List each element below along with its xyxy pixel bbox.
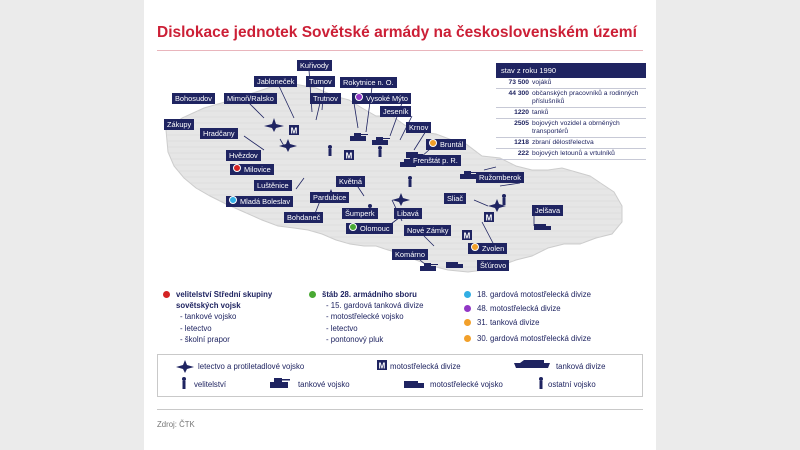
city-label: Jeseník — [380, 106, 411, 117]
city-label: Kuřivody — [297, 60, 332, 71]
statistics-row: 2505 bojových vozidel a obrněných transportérů — [496, 119, 646, 138]
statistics-row: 44 300 občanských pracovníků a rodinných příslušníků — [496, 89, 646, 108]
red-dot-marker — [163, 291, 170, 298]
city-label: Jablonec̆ek — [254, 76, 297, 87]
red-dot-marker — [233, 164, 241, 172]
symbol-other-label: ostatní vojsko — [548, 380, 596, 389]
svg-text:M: M — [463, 231, 471, 241]
city-label: Nové Zámky — [404, 225, 451, 236]
city-label: Rokytnice n. O. — [340, 77, 397, 88]
svg-text:M: M — [378, 361, 386, 371]
symbol-legend — [157, 354, 643, 397]
city-label: Květná — [336, 176, 365, 187]
soldier-icon — [539, 377, 543, 389]
tank-division-icon — [514, 360, 550, 368]
statistics-row: 73 500 vojáků — [496, 78, 646, 89]
city-label: Milovice — [230, 164, 274, 175]
statistics-table — [496, 63, 646, 160]
symbol-tank-label: tankové vojsko — [298, 380, 350, 389]
city-label: Luštěnice — [254, 180, 292, 191]
legend-group-corps: štáb 28. armádního sboru - 15. gardová tanková divize - motostřelecké vojsko - letectvo - pontonový pluk — [322, 289, 462, 345]
city-label: Frenštát p. R. — [410, 155, 461, 166]
city-label: Jelšava — [532, 205, 563, 216]
motorized-division-icon — [289, 125, 299, 136]
city-label: Komárno — [392, 249, 428, 260]
purple-dot-marker — [355, 93, 363, 101]
city-label: Hradčany — [200, 128, 238, 139]
city-label: Bruntál — [426, 139, 466, 150]
legend-division: 48. motostřelecká divize — [477, 304, 561, 313]
city-label: Bohdaneč — [284, 212, 323, 223]
city-label: Zákupy — [164, 119, 194, 130]
green-dot-marker — [349, 223, 357, 231]
city-label: Bohosudov — [172, 93, 215, 104]
legend-group-hq: velitelství Střední skupiny sovětských vojsk - tankové vojsko - letectvo - školní prapor — [176, 289, 301, 345]
orange-dot-marker — [464, 335, 471, 342]
soldier-icon — [378, 146, 382, 157]
soldier-icon — [328, 145, 332, 156]
symbol-tank-division-label: tanková divize — [556, 362, 606, 371]
orange-dot-marker — [464, 319, 471, 326]
city-label: Mladá Boleslav — [226, 196, 293, 207]
city-label: Šťúrovo — [477, 260, 509, 271]
soldier-icon — [408, 176, 412, 187]
green-dot-marker — [309, 291, 316, 298]
motorized-division-icon — [484, 212, 494, 223]
city-label: Šumperk — [342, 208, 378, 219]
orange-dot-marker — [429, 139, 437, 147]
cyan-dot-marker — [229, 196, 237, 204]
legend-division: 31. tanková divize — [477, 318, 539, 327]
cyan-dot-marker — [464, 291, 471, 298]
legend-division: 30. gardová motostřelecká divize — [477, 334, 591, 343]
truck-icon — [404, 381, 424, 388]
symbol-air-label: letectvo a protiletadlové vojsko — [198, 362, 305, 371]
soldier-icon — [502, 194, 506, 205]
statistics-header: stav z roku 1990 — [496, 63, 646, 78]
symbol-hq-label: velitelství — [194, 380, 227, 389]
city-label: Libavá — [394, 208, 422, 219]
city-label: Mimoň/Ralsko — [224, 93, 277, 104]
symbol-motorized-label: motostřelecké vojsko — [430, 380, 503, 389]
city-label: Olomouc — [346, 223, 393, 234]
motorized-division-icon — [344, 150, 354, 161]
city-label: Pardubice — [310, 192, 349, 203]
city-label: Sliač — [444, 193, 466, 204]
statistics-row: 222 bojových letounů a vrtulníků — [496, 149, 646, 160]
tank-icon — [270, 378, 290, 388]
statistics-row: 1220 tanků — [496, 108, 646, 119]
motorized-division-icon — [462, 230, 472, 241]
legend-division: 18. gardová motostřelecká divize — [477, 290, 591, 299]
city-label: Zvolen — [468, 243, 507, 254]
city-label: Turnov — [306, 76, 335, 87]
motorized-division-icon — [377, 360, 387, 371]
page-title: Dislokace jednotek Sovětské armády na československém území — [157, 24, 637, 41]
aircraft-icon — [176, 360, 194, 373]
source-note: Zdroj: ČTK — [157, 420, 195, 429]
footer-divider — [157, 409, 643, 410]
svg-text:M: M — [290, 126, 298, 136]
svg-text:M: M — [345, 151, 353, 161]
statistics-row: 1218 zbraní dělostřelectva — [496, 138, 646, 149]
soldier-icon — [182, 377, 186, 389]
tank-icon — [420, 263, 438, 271]
city-label: Hvězdov — [226, 150, 261, 161]
purple-dot-marker — [464, 305, 471, 312]
svg-text:M: M — [485, 213, 493, 223]
symbol-motorized-division-label: motostřelecká divize — [390, 362, 461, 371]
infographic-card — [144, 0, 656, 450]
city-label: Ružomberok — [476, 172, 524, 183]
orange-dot-marker — [471, 243, 479, 251]
city-label: Krnov — [406, 122, 431, 133]
city-label: Vysoké Mýto — [352, 93, 411, 104]
city-label: Trutnov — [310, 93, 341, 104]
